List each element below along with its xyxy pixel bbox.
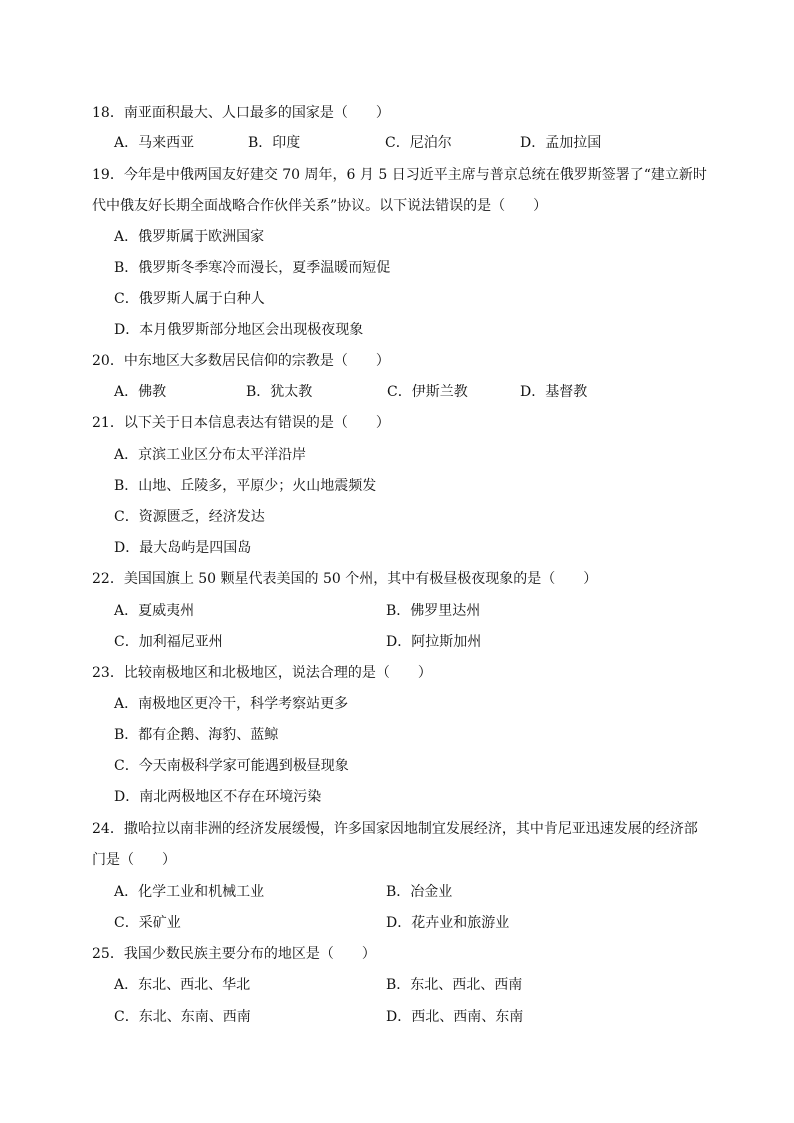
question-20-options [114,381,734,403]
option-d: D．阿拉斯加州 [386,634,482,650]
option-a: A．佛教 [114,384,167,400]
question-18-stem: 18．南亚面积最大、人口最多的国家是（ ） [92,105,390,121]
option-d: D．西北、西南、东南 [386,1009,524,1025]
question-22-options-row-1 [114,600,734,622]
question-18-options [114,132,734,154]
option-b: B．佛罗里达州 [386,603,481,619]
question-19-option-c: C．俄罗斯人属于白种人 [114,291,265,307]
question-19-option-d: D．本月俄罗斯部分地区会出现极夜现象 [114,322,364,338]
question-21-option-a: A．京滨工业区分布太平洋沿岸 [114,447,307,463]
question-21-option-d: D．最大岛屿是四国岛 [114,540,252,556]
question-23-option-c: C．今天南极科学家可能遇到极昼现象 [114,758,349,774]
question-19-option-a: A．俄罗斯属于欧洲国家 [114,229,265,245]
option-d: D．孟加拉国 [520,135,602,151]
question-21-option-c: C．资源匮乏，经济发达 [114,509,265,525]
question-25-options-row-1 [114,974,734,996]
option-b: B．犹太教 [246,384,313,400]
option-c: C．加利福尼亚州 [114,634,223,650]
question-24-stem-line-1: 24．撒哈拉以南非洲的经济发展缓慢，许多国家因地制宜发展经济，其中肯尼亚迅速发展的经济部 [92,821,698,837]
option-a: A．东北、西北、华北 [114,977,251,993]
question-24-options-row-2 [114,912,734,934]
option-a: A．化学工业和机械工业 [114,884,265,900]
question-21-stem: 21．以下关于日本信息表达有错误的是（ ） [92,415,390,431]
question-21-option-b: B．山地、丘陵多，平原少；火山地震频发 [114,478,377,494]
option-b: B．冶金业 [386,884,453,900]
option-a: A．夏威夷州 [114,603,195,619]
option-d: D．花卉业和旅游业 [386,915,510,931]
question-23-option-a: A．南极地区更冷干，科学考察站更多 [114,696,349,712]
question-25-stem: 25．我国少数民族主要分布的地区是（ ） [92,946,376,962]
question-23-stem: 23．比较南极地区和北极地区，说法合理的是（ ） [92,665,432,681]
question-19-stem-line-1: 19．今年是中俄两国友好建交 70 周年，6 月 5 日习近平主席与普京总统在俄罗斯签署了“建立新时 [92,167,707,183]
question-19-stem-line-2: 代中俄友好长期全面战略合作伙伴关系”协议。以下说法错误的是（ ） [92,198,548,214]
question-20-stem: 20．中东地区大多数居民信仰的宗教是（ ） [92,353,390,369]
option-c: C．东北、东南、西南 [114,1009,251,1025]
question-22-options-row-2 [114,631,734,653]
option-b: B．印度 [248,135,301,151]
question-23-option-d: D．南北两极地区不存在环境污染 [114,789,322,805]
option-c: C．尼泊尔 [385,135,452,151]
option-a: A．马来西亚 [114,135,195,151]
option-c: C．伊斯兰教 [387,384,468,400]
question-24-options-row-1 [114,881,734,903]
question-25-options-row-2 [114,1006,734,1028]
option-d: D．基督教 [520,384,588,400]
option-b: B．东北、西北、西南 [386,977,523,993]
question-22-stem: 22．美国国旗上 50 颗星代表美国的 50 个州，其中有极昼极夜现象的是（ ） [92,571,598,587]
question-23-option-b: B．都有企鹅、海豹、蓝鲸 [114,727,279,743]
option-c: C．采矿业 [114,915,181,931]
question-24-stem-line-2: 门是（ ） [92,852,176,868]
question-19-option-b: B．俄罗斯冬季寒冷而漫长，夏季温暖而短促 [114,260,391,276]
